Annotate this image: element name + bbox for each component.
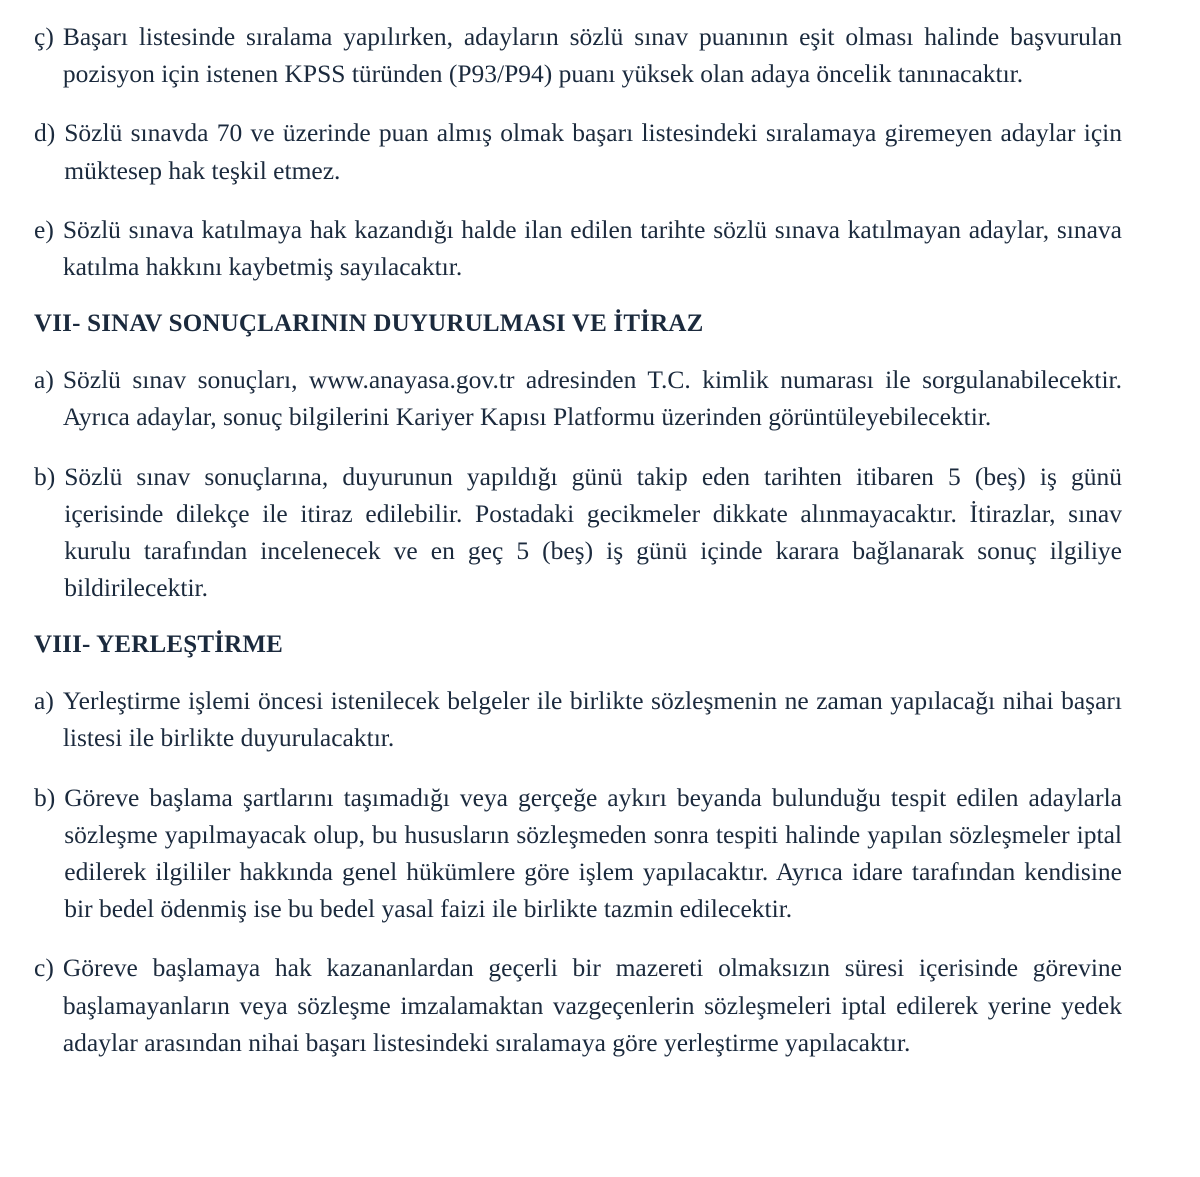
list-item-text: Göreve başlama şartlarını taşımadığı veya gerçeğe aykırı beyanda bulunduğu tespit edilen adaylarla sözleşme yapılmayacak olup, bu hususların sözleşmeden sonra tespiti halinde yapılan sözleşmeler iptal edilerek ilgililer hakkında genel hükümlere göre işlem yapılacaktır. Ayrıca idare tarafından kendisine bir bedel ödenmiş ise bu bedel yasal faizi ile birlikte tazmin edilecektir. [64, 782, 1122, 924]
list-item-marker: c) [34, 953, 54, 983]
list-item-text: Sözlü sınava katılmaya hak kazandığı halde ilan edilen tarihte sözlü sınava katılmayan adaylar, sınava katılma hakkını kaybetmiş sayılacaktır. [62, 214, 1122, 282]
list-item-marker: a) [34, 686, 54, 716]
list-item [34, 114, 1122, 188]
list-item [34, 211, 1122, 285]
list-item-marker: e) [34, 214, 54, 244]
list-item-text: Sözlü sınav sonuçları, www.anayasa.gov.tr adresinden T.C. kimlik numarası ile sorgulanabilecektir. Ayrıca adaylar, sonuç bilgilerini Kariyer Kapısı Platformu üzerinden görüntüleyebilecektir. [62, 365, 1122, 432]
list-item [34, 458, 1122, 607]
list-item-marker: b) [34, 461, 56, 491]
list-item-text: Göreve başlamaya hak kazananlardan geçerli bir mazereti olmaksızın süresi içerisinde görevine başlamayanların veya sözleşme imzalamaktan vazgeçenlerin sözleşmeleri iptal edilerek yerine yedek adaylar arasından nihai başarı listesindeki sıralamaya göre yerleştirme yapılacaktır. [62, 953, 1122, 1057]
list-item-text: Sözlü sınavda 70 ve üzerinde puan almış olmak başarı listesindeki sıralamaya giremeyen adaylar için müktesep hak teşkil etmez. [64, 118, 1122, 185]
list-item [34, 18, 1122, 92]
list-item-marker: a) [34, 365, 54, 395]
list-item [34, 779, 1122, 928]
list-item-marker: d) [34, 118, 56, 148]
list-item-text: Yerleştirme işlemi öncesi istenilecek belgeler ile birlikte sözleşmenin ne zaman yapılacağı nihai başarı listesi ile birlikte duyurulacaktır. [62, 686, 1122, 753]
list-item [34, 949, 1122, 1061]
section-heading-viii: VIII- YERLEŞTİRME [34, 631, 284, 659]
list-item-marker: b) [34, 782, 56, 812]
list-item-marker: ç) [34, 22, 54, 51]
list-item [34, 361, 1122, 435]
list-item-text: Sözlü sınav sonuçlarına, duyurunun yapıldığı günü takip eden tarihten itibaren 5 (beş) iş günü içerisinde dilekçe ile itiraz edilebilir. Postadaki gecikmeler dikkate alınmayacaktır. İtirazlar, sınav kurulu tarafından incelenecek ve en geç 5 (beş) iş günü içinde karara bağlanarak sonuç ilgiliye bildirilecektir. [64, 461, 1122, 603]
list-item [34, 682, 1122, 756]
list-item-text: Başarı listesinde sıralama yapılırken, adayların sözlü sınav puanının eşit olması halinde başvurulan pozisyon için istenen KPSS türünden (P93/P94) puanı yüksek olan adaya öncelik tanınacaktır. [62, 22, 1122, 89]
section-heading-vii: VII- SINAV SONUÇLARININ DUYURULMASI VE İTİRAZ [34, 310, 704, 338]
